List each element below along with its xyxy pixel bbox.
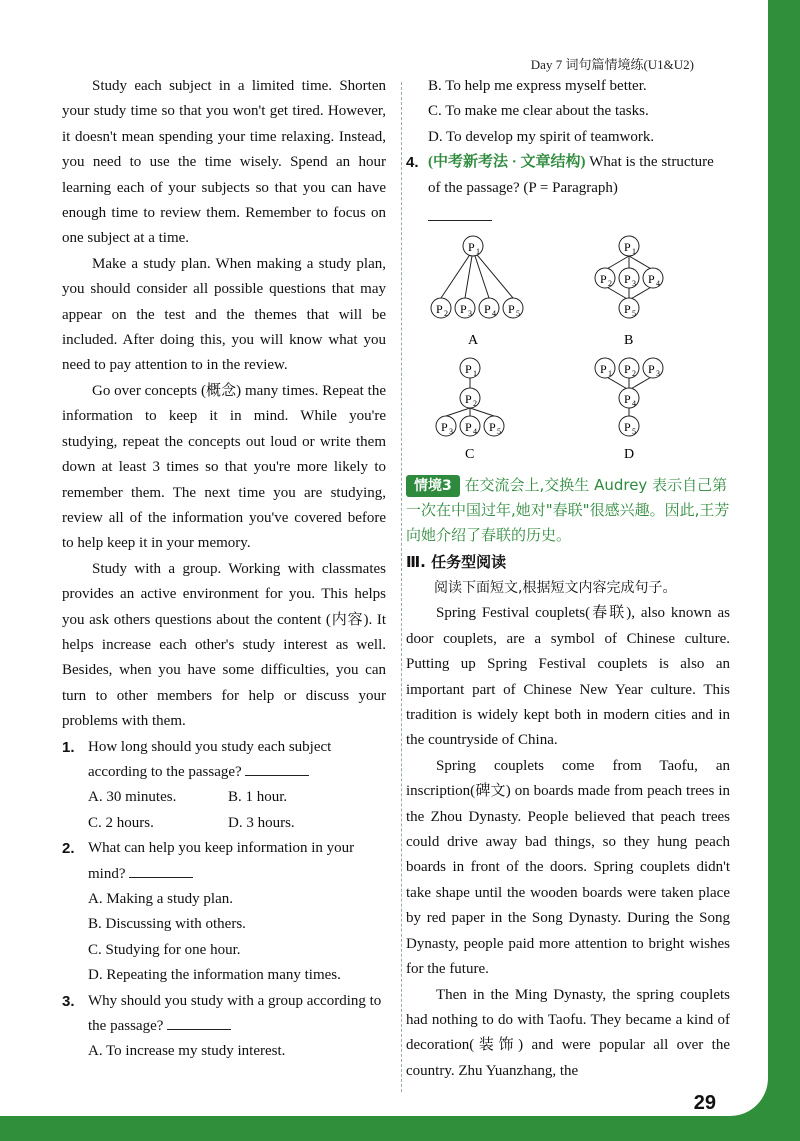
svg-text:P: P [624,392,631,406]
svg-text:P: P [465,420,472,434]
question-number: 4. [406,154,419,172]
scene-text: 在交流会上,交换生 Audrey 表示自己第一次在中国过年,她对"春联"很感兴趣。因此,王芳向她介绍了春联的历史。 [406,476,730,544]
option-c[interactable]: C. To make me clear about the tasks. [428,103,649,120]
diagram-c[interactable] [436,358,504,462]
svg-text:5: 5 [497,427,501,436]
svg-text:1: 1 [632,247,636,256]
left-column [62,74,386,1065]
option-b[interactable]: B. To help me express myself better. [428,78,647,94]
answer-blank[interactable] [428,206,492,221]
question-number: 1. [62,738,75,756]
svg-text:P: P [648,362,655,376]
svg-text:P: P [465,362,472,376]
svg-text:P: P [465,392,472,406]
question-text: What is the structure of the passage? (P = Paragraph) [428,154,714,196]
right-column-reading [406,576,730,1084]
svg-text:P: P [624,272,631,286]
svg-text:5: 5 [516,309,520,318]
question-3 [62,989,386,1040]
svg-text:5: 5 [632,309,636,318]
paragraph-2: Make a study plan. When making a study plan, you should consider all possible questions that may appear on the test and the themes that will be included. After doing this, you will know what you need to pay attention to in the review. [62,255,386,374]
option-b[interactable]: B. 1 hour. [228,789,288,806]
option-a[interactable]: A. 30 minutes. [88,789,177,806]
reading-paragraph-2: Spring couplets come from Taofu, an inscription(碑文) on boards made from peach trees in the Zhou Dynasty. People believed that peach trees could drive away bad things, so they hung peach boards in front of the doors. Spring couplets didn't take shape until the wooden boards were taken place by red paper in the Song Dynasty. During the Song Dynasty, people paid more attention to bright wishes for the future. [406,757,730,978]
svg-text:4: 4 [656,279,660,288]
option-d[interactable]: D. To develop my spirit of teamwork. [428,128,655,145]
question-text: What can help you keep information in your mind? [88,840,355,882]
q1-options-row-1 [88,785,386,810]
answer-blank[interactable] [245,761,309,776]
svg-text:2: 2 [473,399,477,408]
svg-text:P: P [489,420,496,434]
svg-text:P: P [624,302,631,316]
structure-diagrams [408,226,738,466]
paragraph-1: Study each subject in a limited time. Shorten your study time so that you won't get tired. However, it doesn't mean spending your time relaxing. Instead, you need to use the time wisely. Spend an hour learning each of your subjects so that you can have enough time to review them. Remember to focus on one subject at a time. [62,78,386,247]
svg-text:4: 4 [473,427,477,436]
svg-text:3: 3 [656,369,660,378]
diagram-label-b: B [624,333,634,348]
svg-text:P: P [648,272,655,286]
diagram-a[interactable] [431,236,523,348]
svg-text:P: P [600,362,607,376]
question-tag: (中考新考法 · 文章结构) [428,154,586,171]
svg-text:P: P [624,240,631,254]
diagram-d[interactable] [595,358,663,462]
svg-text:4: 4 [632,399,636,408]
option-d[interactable]: D. Repeating the information many times. [88,967,341,984]
svg-text:2: 2 [444,309,448,318]
question-2 [62,836,386,887]
page-number: 29 [693,1092,716,1114]
svg-text:P: P [624,420,631,434]
reading-paragraph-1: Spring Festival couplets(春联), also known as door couplets, are a symbol of Chinese culture. Putting up Spring Festival couplets is also an important part of Chinese New Year culture. This tradition is widely kept both in modern cities and in the countryside of China. [406,605,730,749]
option-c[interactable]: C. Studying for one hour. [88,941,241,958]
reading-paragraph-3: Then in the Ming Dynasty, the spring couplets had nothing to do with Taofu. They became a kind of decoration(装饰) and were popular all over the country. Zhu Yuanzhang, the [406,986,730,1079]
svg-text:P: P [436,302,443,316]
answer-blank[interactable] [167,1015,231,1030]
svg-text:P: P [441,420,448,434]
scene-badge: 情境3 [406,475,460,497]
svg-text:3: 3 [632,279,636,288]
option-a[interactable]: A. Making a study plan. [88,891,233,907]
svg-text:1: 1 [473,369,477,378]
section-heading: Ⅲ. 任务型阅读 [406,553,507,571]
scene-box [406,473,736,548]
svg-text:3: 3 [468,309,472,318]
option-b[interactable]: B. Discussing with others. [88,916,246,933]
svg-text:P: P [468,240,475,254]
q1-options-row-2 [88,811,386,836]
diagram-b[interactable] [595,236,663,348]
svg-text:P: P [508,302,515,316]
svg-text:4: 4 [492,309,496,318]
option-a[interactable]: A. To increase my study interest. [88,1043,286,1060]
svg-text:P: P [460,302,467,316]
diagram-label-a: A [468,333,479,348]
option-c[interactable]: C. 2 hours. [88,814,154,831]
svg-text:P: P [624,362,631,376]
paragraph-3: Go over concepts (概念) many times. Repeat the information to keep it in mind. While you're studying, repeat the concepts out loud or write them down at least 3 times so that you're more likely to remember them. The next time you are studying, review all of the information you've covered before to help keep it in your memory. [62,382,386,552]
question-number: 2. [62,840,75,858]
svg-text:P: P [600,272,607,286]
diagram-label-c: C [465,447,475,462]
question-number: 3. [62,992,75,1010]
svg-text:P: P [484,302,491,316]
right-column-top [406,74,730,230]
question-text: How long should you study each subject according to the passage? [88,738,332,780]
question-1 [62,735,386,786]
question-text: Why should you study with a group according to the passage? [88,992,382,1035]
instruction: 阅读下面短文,根据短文内容完成句子。 [434,580,677,596]
svg-text:1: 1 [608,369,612,378]
svg-text:2: 2 [608,279,612,288]
paragraph-4: Study with a group. Working with classmates provides an active environment for you. This helps you ask others questions about the content (内容). It helps increase each other's study interest as well. Besides, when you have some difficulties, you can turn to other members for help or discuss your problems with them. [62,560,386,730]
svg-text:1: 1 [476,247,480,256]
column-divider [401,82,402,1092]
running-header: Day 7 词句篇情境练(U1&U2) [530,57,694,72]
svg-text:3: 3 [449,427,453,436]
question-4 [406,150,730,201]
option-d[interactable]: D. 3 hours. [228,814,295,831]
svg-text:5: 5 [632,427,636,436]
svg-text:2: 2 [632,369,636,378]
diagram-label-d: D [624,447,635,462]
answer-blank[interactable] [129,863,193,878]
